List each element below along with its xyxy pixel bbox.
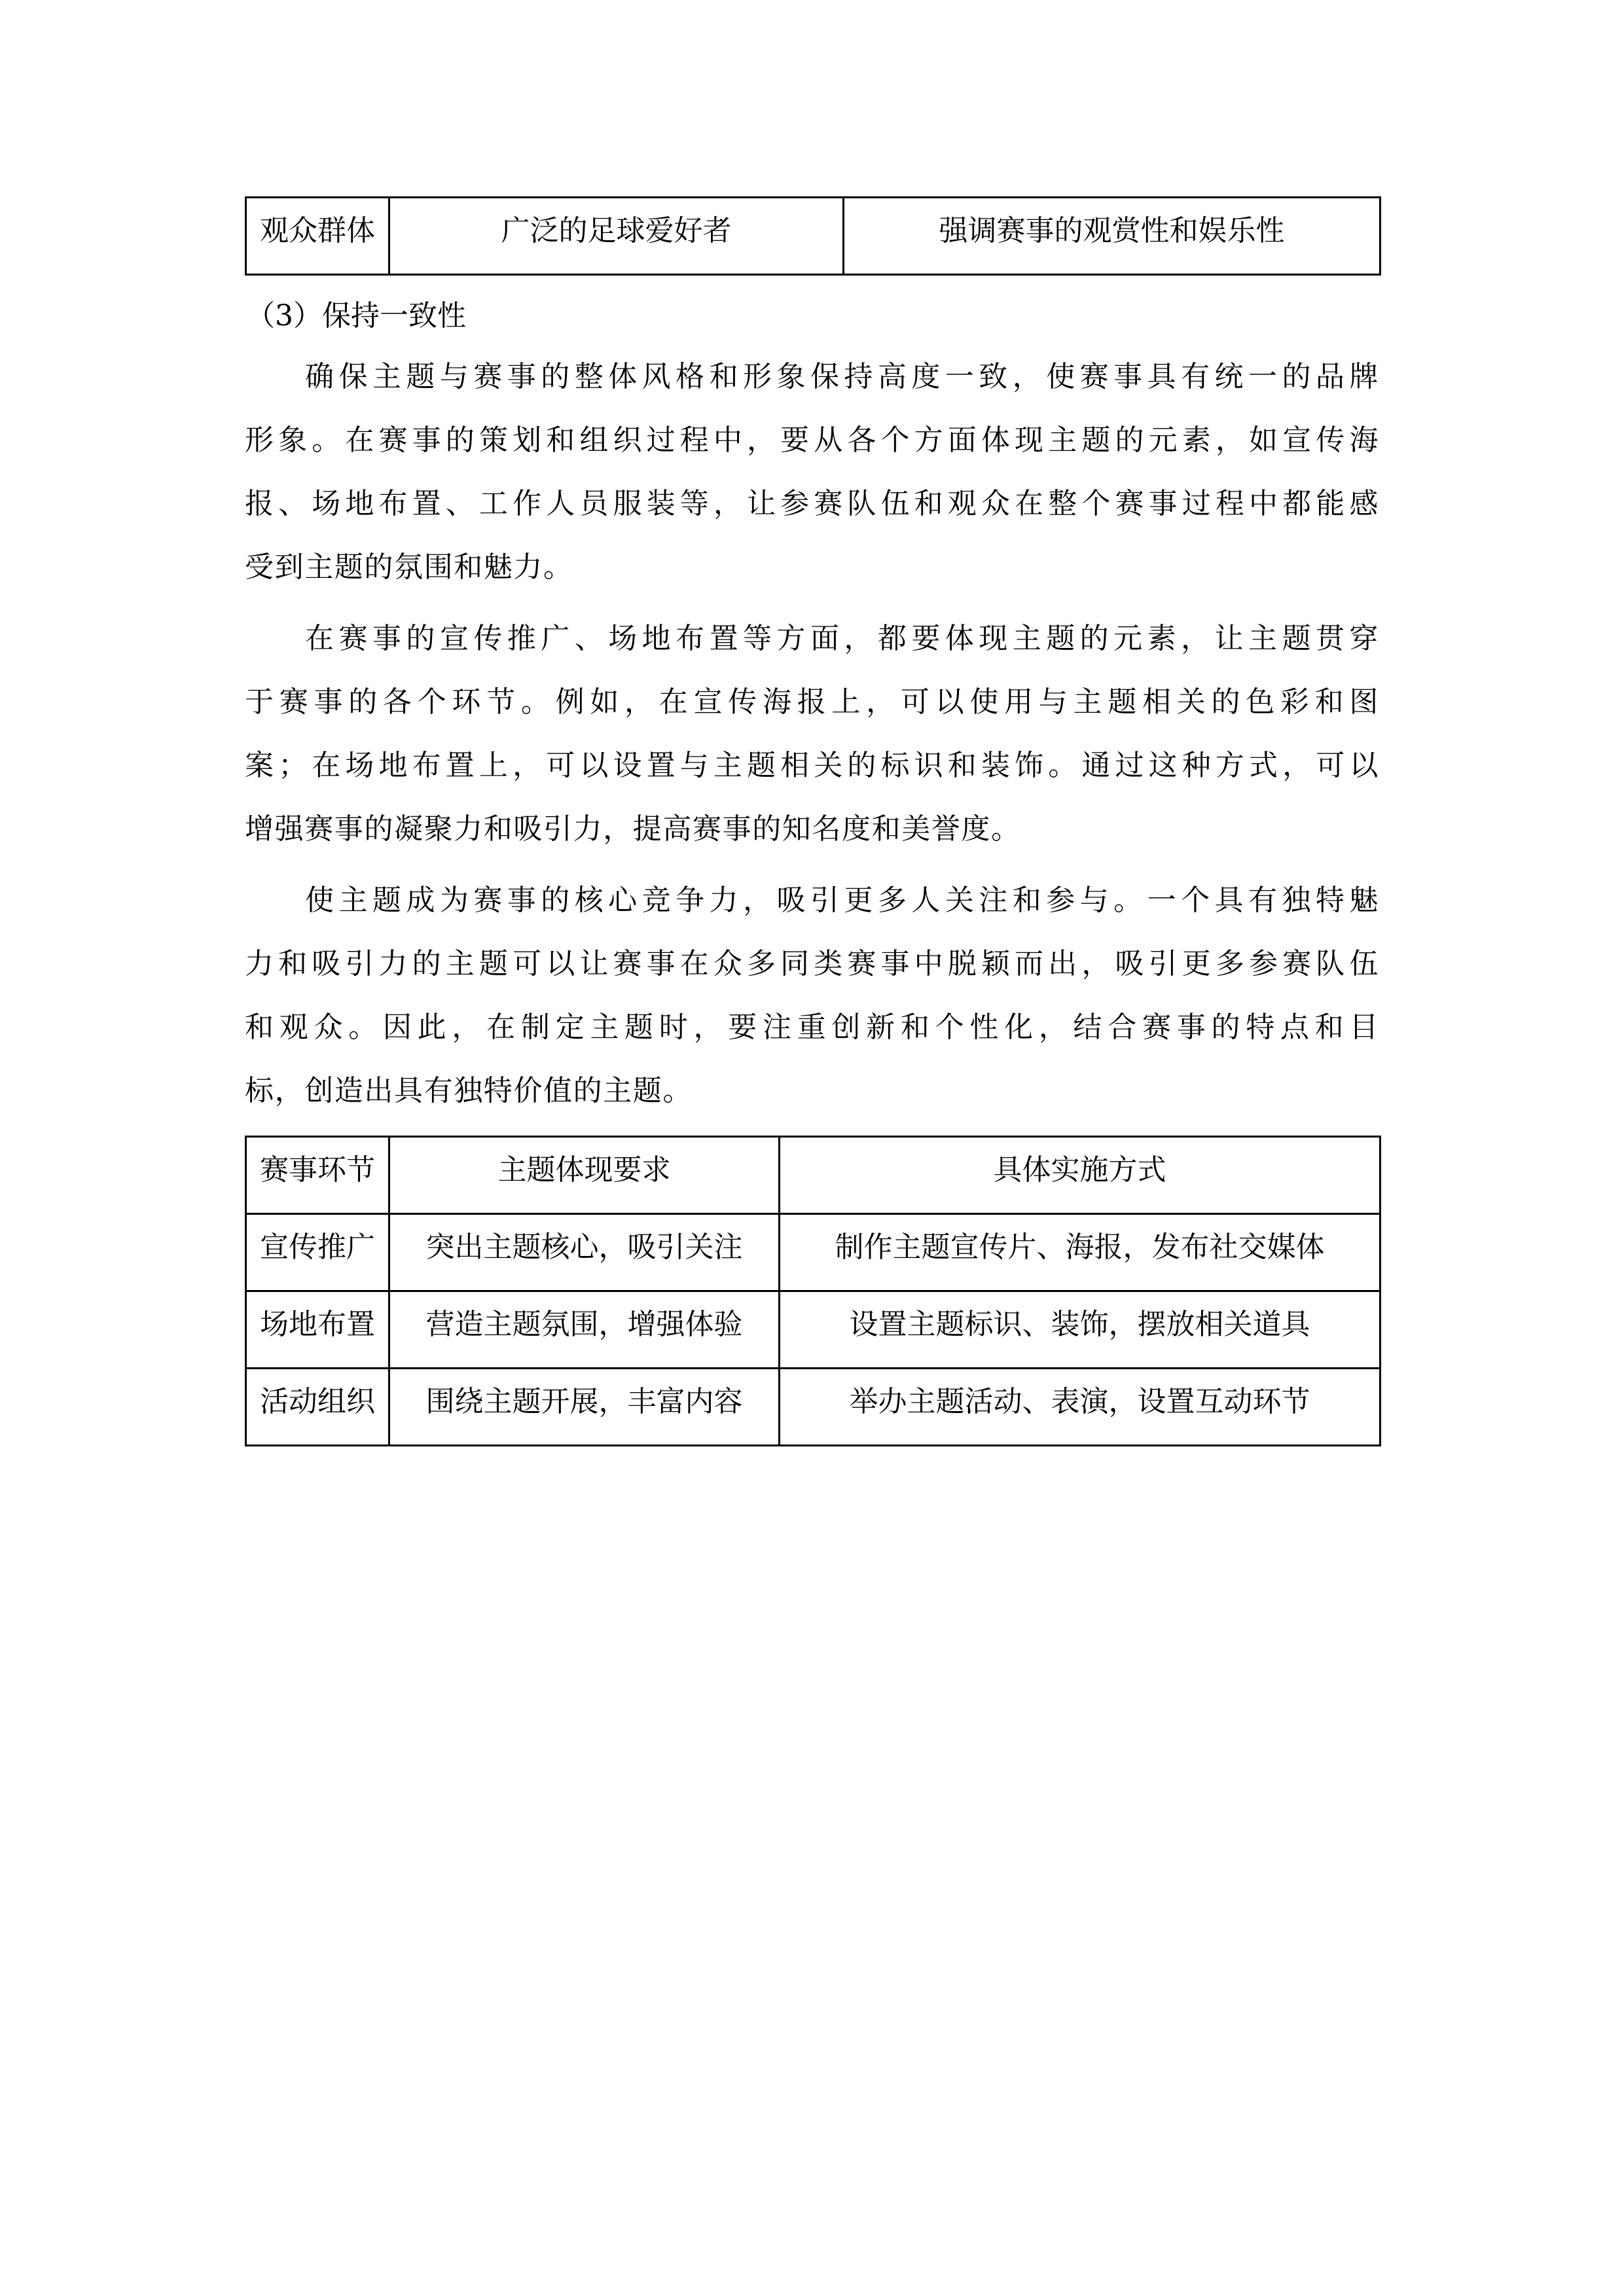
table-cell-category: 观众群体	[246, 198, 389, 275]
section-heading: （3）保持一致性	[246, 299, 466, 332]
paragraph-line: 在赛事的宣传推广、场地布置等方面，都要体现主题的元素，让主题贯穿	[305, 622, 1379, 655]
table-cell-method: 制作主题宣传片、海报，发布社交媒体	[780, 1214, 1380, 1291]
paragraph-line: 确保主题与赛事的整体风格和形象保持高度一致，使赛事具有统一的品牌	[305, 360, 1379, 393]
table-cell-focus: 强调赛事的观赏性和娱乐性	[844, 198, 1380, 275]
table-cell-method: 设置主题标识、装饰，摆放相关道具	[780, 1291, 1380, 1369]
table-header-cell: 具体实施方式	[780, 1137, 1380, 1214]
table-header-cell: 赛事环节	[246, 1137, 389, 1214]
theme-implementation-table	[245, 1136, 1381, 1446]
paragraph-promotion	[245, 607, 1379, 861]
audience-table	[245, 196, 1381, 276]
table-row	[246, 1369, 1380, 1446]
table-cell-method: 举办主题活动、表演，设置互动环节	[780, 1369, 1380, 1446]
paragraph-line: 案；在场地布置上，可以设置与主题相关的标识和装饰。通过这种方式，可以	[245, 749, 1379, 782]
paragraph-line: 标，创造出具有独特价值的主题。	[245, 1074, 693, 1107]
paragraph-line: 报、场地布置、工作人员服装等，让参赛队伍和观众在整个赛事过程中都能感	[245, 487, 1379, 520]
table-row	[246, 1291, 1380, 1369]
paragraph-line: 使主题成为赛事的核心竞争力，吸引更多人关注和参与。一个具有独特魅	[305, 884, 1379, 917]
table-row	[246, 1214, 1380, 1291]
table-header-row	[246, 1137, 1380, 1214]
table-cell-stage: 宣传推广	[246, 1214, 389, 1291]
table-cell-description: 广泛的足球爱好者	[389, 198, 844, 275]
table-cell-requirement: 围绕主题开展，丰富内容	[389, 1369, 780, 1446]
paragraph-consistency	[245, 345, 1379, 599]
paragraph-line: 增强赛事的凝聚力和吸引力，提高赛事的知名度和美誉度。	[245, 812, 1021, 846]
paragraph-line: 和观众。因此，在制定主题时，要注重创新和个性化，结合赛事的特点和目	[245, 1011, 1379, 1044]
paragraph-competitiveness	[245, 869, 1379, 1122]
table-header-cell: 主题体现要求	[389, 1137, 780, 1214]
paragraph-line: 力和吸引力的主题可以让赛事在众多同类赛事中脱颖而出，吸引更多参赛队伍	[245, 947, 1379, 980]
table-cell-requirement: 营造主题氛围，增强体验	[389, 1291, 780, 1369]
paragraph-line: 形象。在赛事的策划和组织过程中，要从各个方面体现主题的元素，如宣传海	[245, 423, 1379, 457]
table-cell-requirement: 突出主题核心，吸引关注	[389, 1214, 780, 1291]
table-cell-stage: 活动组织	[246, 1369, 389, 1446]
table-row	[246, 198, 1380, 275]
paragraph-line: 受到主题的氛围和魅力。	[245, 550, 573, 584]
table-cell-stage: 场地布置	[246, 1291, 389, 1369]
paragraph-line: 于赛事的各个环节。例如，在宣传海报上，可以使用与主题相关的色彩和图	[245, 685, 1379, 719]
